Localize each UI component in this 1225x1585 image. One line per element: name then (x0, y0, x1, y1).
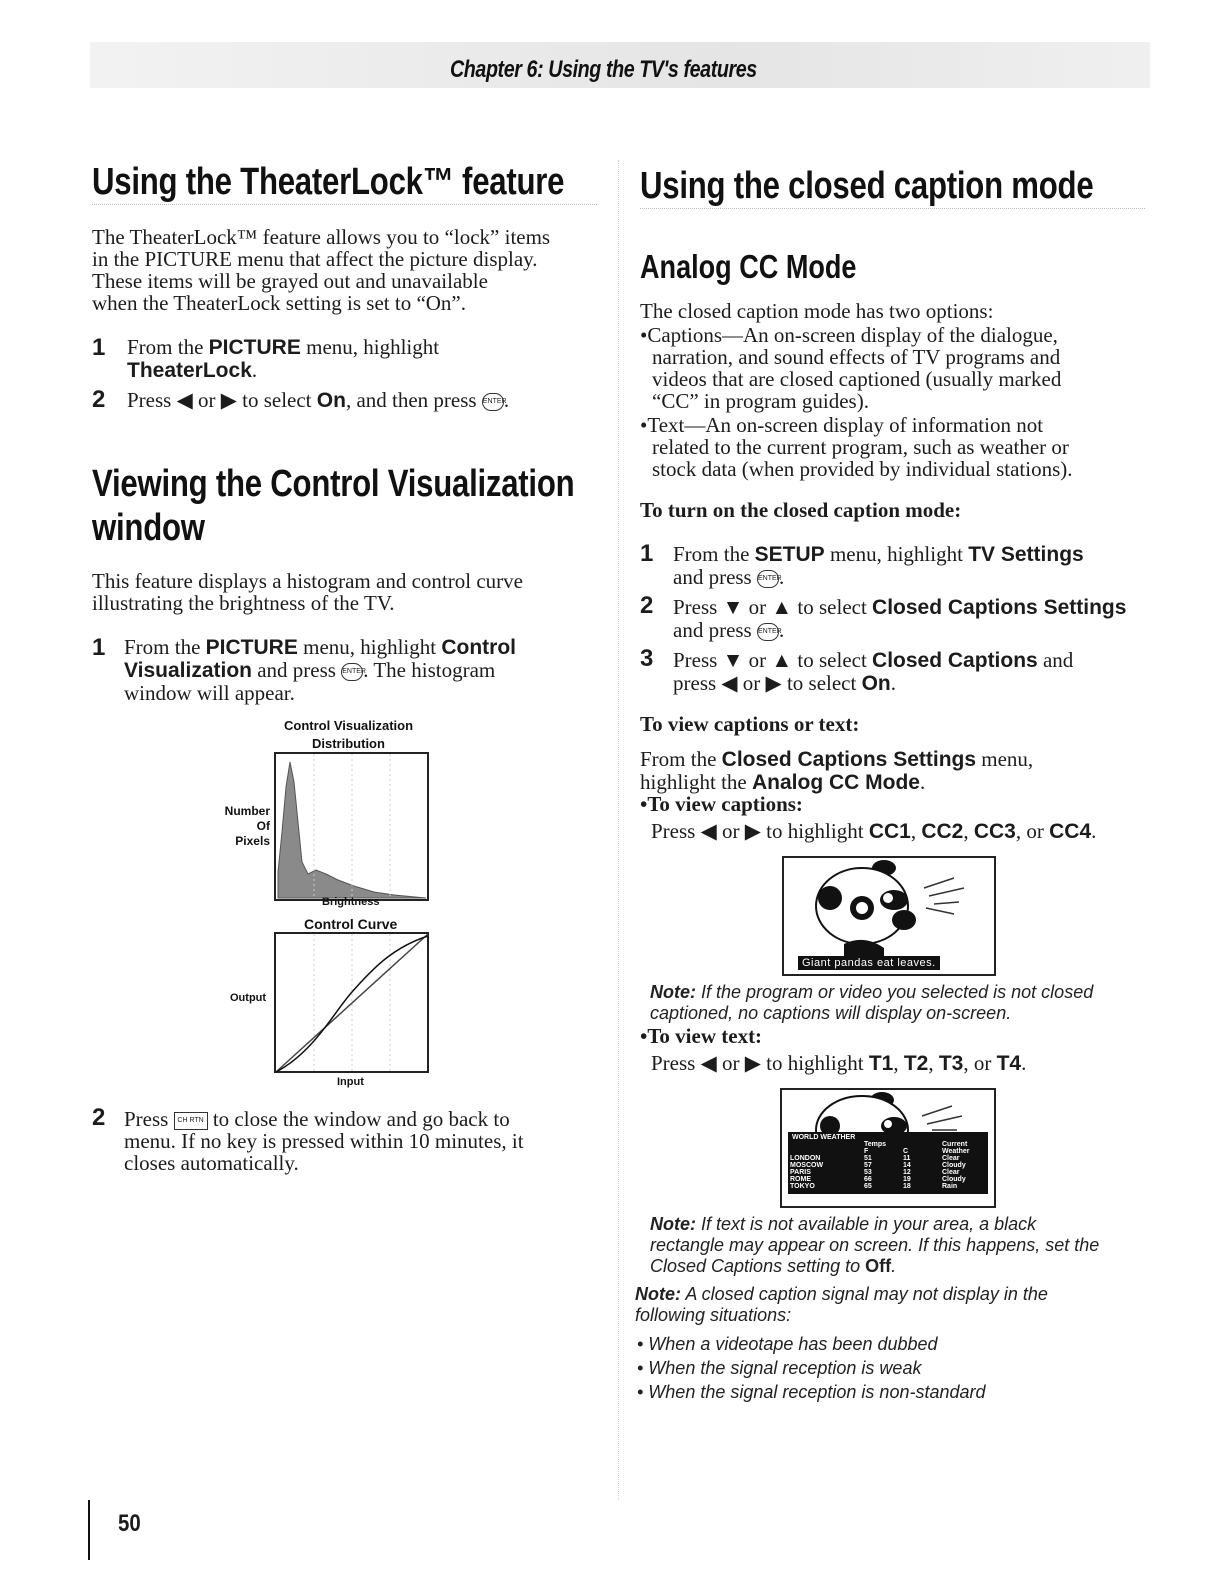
view-captions-subhead: •To view captions: (640, 792, 803, 816)
table-row: TOKYO 65 18 Rain (790, 1183, 958, 1190)
step-number: 2 (92, 1104, 106, 1131)
theaterlock-title: Using the TheaterLock™ feature (92, 161, 565, 203)
table-row: ROME 66 19 Cloudy (790, 1176, 966, 1183)
title-rule (640, 208, 1145, 209)
closed-caption-title: Using the closed caption mode (640, 165, 1094, 207)
caption-text: Giant pandas eat leaves. (798, 956, 940, 970)
control-step2: Press CH RTN to close the window and go back to menu. If no key is pressed within 10 minutes, it closes automatically. (124, 1107, 524, 1176)
step-number: 1 (92, 634, 106, 661)
weather-title: WORLD WEATHER (792, 1134, 856, 1141)
signal-situations-list (637, 1332, 986, 1404)
control-intro: This feature displays a histogram and control curve illustrating the brightness of the TV. (92, 569, 523, 615)
histogram-chart (274, 752, 430, 902)
step-number: 1 (92, 334, 106, 361)
chapter-title: Chapter 6: Using the TV's features (450, 56, 757, 83)
theaterlock-step2: Press ◀ or ▶ to select On, and then press ENTER. (127, 388, 510, 412)
view-captions-heading: To view captions or text: (640, 712, 860, 736)
view-captions-line: Press ◀ or ▶ to highlight CC1, CC2, CC3, or CC4. (651, 819, 1097, 843)
step-number: 1 (640, 540, 654, 567)
cc-intro: The closed caption mode has two options: (640, 299, 994, 323)
table-row: LONDON 51 11 Clear (790, 1155, 960, 1162)
note-text-unavailable: Note: If text is not available in your area, a black rectangle may appear on screen. If this happens, set the Closed Captions setting to Off. (650, 1214, 1100, 1276)
note-signal: Note: A closed caption signal may not display in the following situations: (635, 1284, 1048, 1325)
theaterlock-intro: The TheaterLock™ feature allows you to “lock” items in the PICTURE menu that affect the picture display. These items will be grayed out and unavailable when the TheaterLock setting is set to “On”. (92, 225, 551, 315)
page-number: 50 (118, 1510, 141, 1537)
cc-bullet-captions: •Captions—An on-screen display of the dialogue, narration, and sound effects of TV programs and videos that are closed captioned (usually marked “CC” in program guides). (640, 323, 1062, 413)
enter-button-icon: ENTER (341, 663, 363, 681)
enter-button-icon: ENTER (757, 570, 779, 588)
figure-title: Control Visualization (284, 718, 414, 733)
table-row: MOSCOW 57 14 Cloudy (790, 1162, 966, 1169)
distribution-label: Distribution (312, 736, 385, 751)
step-number: 2 (640, 592, 654, 619)
theaterlock-step1: From the PICTURE menu, highlight TheaterLock. (127, 335, 440, 382)
column-divider (618, 160, 619, 1500)
analog-cc-subtitle: Analog CC Mode (640, 248, 857, 285)
cc-step2: Press ▼ or ▲ to select Closed Captions Settings and press ENTER. (673, 595, 1127, 642)
step-number: 3 (640, 645, 654, 672)
cc-bullet-text: •Text—An on-screen display of information not related to the current program, such as weather or stock data (when provided by individual stations). (640, 413, 1073, 481)
cc-step3: Press ▼ or ▲ to select Closed Captions and press ◀ or ▶ to select On. (673, 648, 1074, 695)
note-not-captioned: Note: If the program or video you selected is not closed captioned, no captions will display on-screen. (650, 982, 1094, 1023)
control-visualization-figure (200, 710, 500, 1100)
view-instructions: From the Closed Captions Settings menu, highlight the Analog CC Mode. (640, 747, 1034, 794)
cc-step1: From the SETUP menu, highlight TV Settings and press ENTER. (673, 542, 1084, 589)
view-text-line: Press ◀ or ▶ to highlight T1, T2, T3, or T4. (651, 1051, 1027, 1075)
turn-on-heading: To turn on the closed caption mode: (640, 498, 962, 522)
weather-table: WORLD WEATHER Temps Current F C Weather LONDON 51 11 Clear MOSCOW 57 14 Cloudy PARIS 53 12 Clear ROME 66 19 Cloudy TOKYO 65 18 Rain (788, 1132, 988, 1194)
view-text-subhead: •To view text: (640, 1024, 763, 1048)
control-title: Viewing the Control Visualization window (92, 463, 575, 549)
page-marker (88, 1500, 90, 1560)
list-item: • When the signal reception is weak (637, 1358, 922, 1378)
enter-button-icon: ENTER (757, 623, 779, 641)
ch-rtn-button-icon: CH RTN (174, 1112, 208, 1130)
curve-label: Control Curve (304, 916, 398, 932)
histogram-ylabel: Number Of Pixels (224, 804, 270, 848)
control-curve-chart (274, 932, 430, 1074)
enter-button-icon: ENTER (482, 393, 504, 411)
list-item: • When the signal reception is non-standard (637, 1382, 986, 1402)
table-row: PARIS 53 12 Clear (790, 1169, 960, 1176)
curve-ylabel: Output (230, 992, 267, 1004)
histogram-xlabel: Brightness (322, 896, 380, 908)
list-item: • When a videotape has been dubbed (637, 1334, 938, 1354)
step-number: 2 (92, 386, 106, 413)
text-screen-example (780, 1088, 996, 1208)
curve-xlabel: Input (337, 1076, 364, 1088)
control-step1: From the PICTURE menu, highlight Control Visualization and press ENTER. The histogram window will appear. (124, 635, 517, 705)
title-rule (92, 204, 597, 205)
captions-screen-example (782, 856, 996, 976)
